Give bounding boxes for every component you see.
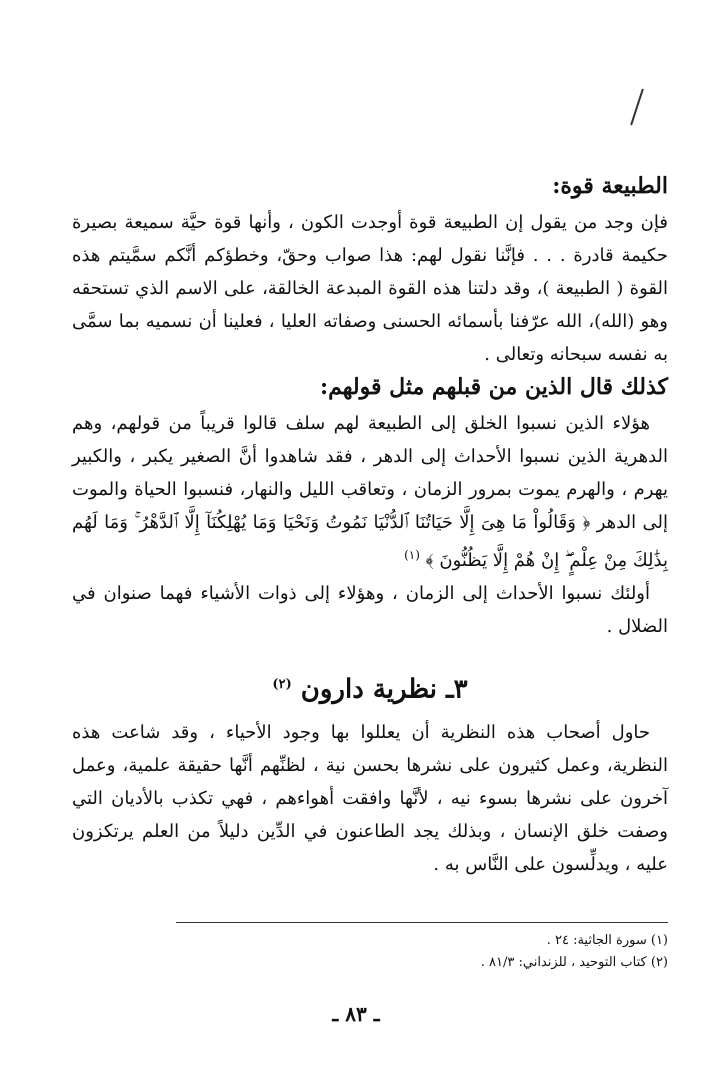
section-title-text: ٣ـ نظرية دارون <box>300 674 468 705</box>
footnote-divider <box>176 922 668 923</box>
footnotes <box>176 930 668 974</box>
section-title-darwin <box>72 665 668 710</box>
margin-mark <box>630 89 644 126</box>
paragraph-darwin: حاول أصحاب هذه النظرية أن يعللوا بها وجود الأحياء ، وقد شاعت هذه النظرية، وعمل كثيرون على نشرها بحسن نية ، لظنِّهم أنَّها حقيقة علمية، وعمل آخرون على نشرها بسوء نيه ، لأنَّها وافقت أهواءهم ، فهي تكذب بالأديان التي وصفت خلق الإنسان ، وبذلك يجد الطاعنون في الدِّين دليلاً من العلم يرتكزون عليه ، ويدلِّسون على النَّاس به . <box>72 721 668 875</box>
footnote-ref-2: (٢) <box>272 677 292 692</box>
paragraph-comparison: أولئك نسبوا الأحداث إلى الزمان ، وهؤلاء إلى ذوات الأشياء فهما صنوان في الضلال . <box>72 583 668 637</box>
paragraph-nature-power: فإن وجد من يقول إن الطبيعة قوة أوجدت الكون ، وأنها قوة حيَّة سميعة بصيرة حكيمة قادرة . . . فإنَّنا نقول لهم: هذا صواب وحقّ، وخطؤكم أنَّكم سمَّيتم هذه القوة ( الطبيعة )، وقد دلتنا هذه القوة المبدعة الخالقة، على الاسم الذي تستحقه وهو (الله)، الله عرّفنا بأسمائه الحسنى وصفاته العليا ، فعلينا أن نسميه بما سمَّى به نفسه سبحانه وتعالى . <box>72 212 668 365</box>
footnote-2: (٢) كتاب التوحيد ، للزنداني: ٨١/٣ . <box>480 955 668 970</box>
main-text <box>72 170 668 881</box>
footnote-1: (١) سورة الجاثية: ٢٤ . <box>546 933 668 948</box>
paragraph-dahriyya-text: هؤلاء الذين نسبوا الخلق إلى الطبيعة لهم سلف قالوا قريباً من قولهم، وهم الدهرية الذين نسبوا الأحداث إلى الدهر ، فقد شاهدوا أنَّ الصغير يكبر ، والكبير يهرم ، والهرم يموت بمرور الزمان ، وتعاقب الليل والنهار، فنسبوا الحياة والموت إلى الدهر <box>72 413 668 533</box>
page-number: ـ ٨٣ ـ <box>332 1002 380 1026</box>
subheading-predecessors: كذلك قال الذين من قبلهم مثل قولهم: <box>320 374 668 400</box>
subheading-nature-power: الطبيعة قوة: <box>552 173 668 199</box>
footnote-ref-1: (١) <box>404 548 420 562</box>
quran-verse: ﴿ وَقَالُواْ مَا هِىَ إِلَّا حَيَاتُنَا ٱلدُّنْيَا نَمُوتُ وَنَحْيَا وَمَا يُهْلِكُنَآ إِلَّا ٱلدَّهْرُ ۚ وَمَا لَهُم بِذَٰلِكَ مِنْ عِلْمٍ ۖ إِنْ هُمْ إِلَّا يَظُنُّونَ ﴾ <box>72 512 668 571</box>
paragraph-dahriyya <box>72 407 668 577</box>
